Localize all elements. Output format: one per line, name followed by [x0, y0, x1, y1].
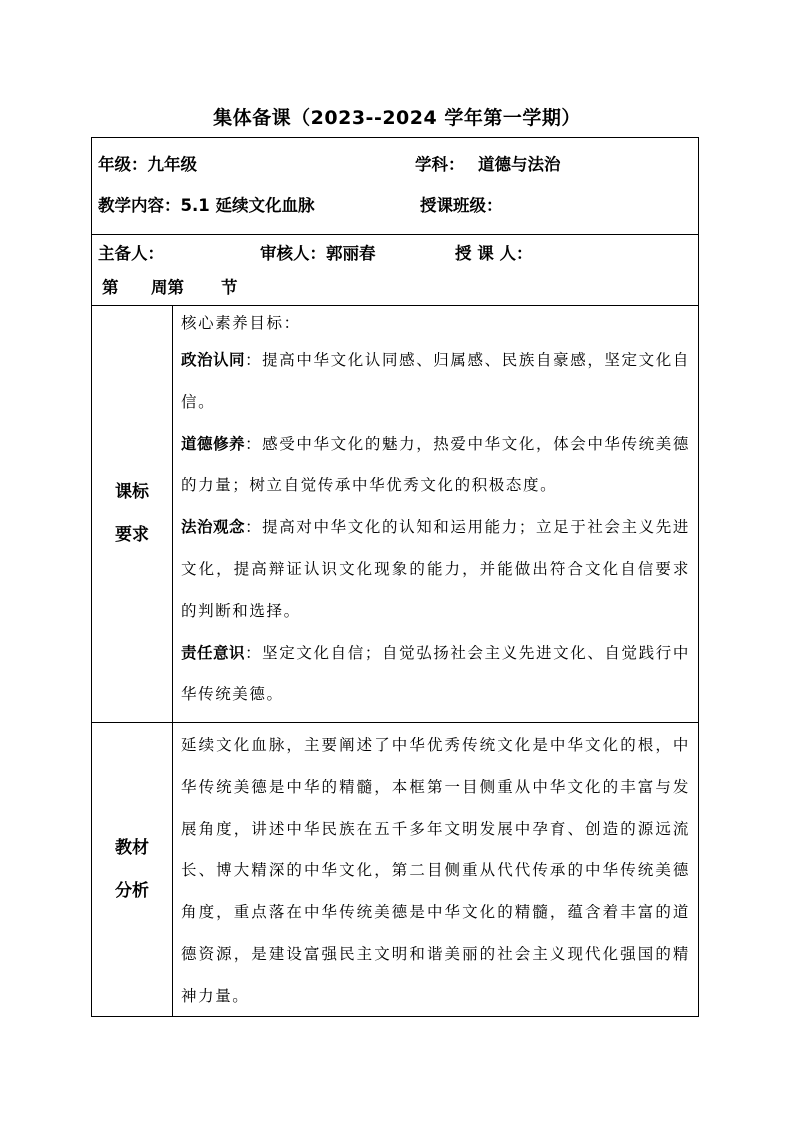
reviewer-field: 审核人：郭丽春 — [260, 244, 376, 263]
header-line-1 — [98, 144, 698, 185]
curriculum-label-cell — [92, 306, 173, 722]
literacy-item-law: 法治观念：提高对中华文化的认知和运用能力；立足于社会主义先进文化，提高辩证认识文化现象的能力，并能做出符合文化自信要求的判断和选择。 — [181, 518, 690, 620]
lesson-plan-table — [91, 137, 699, 1017]
week-label-1: 第 — [102, 278, 119, 297]
header-row-people — [92, 235, 698, 306]
subject-value: 道德与法治 — [478, 155, 561, 174]
curriculum-label: 课标 要求 — [115, 482, 149, 545]
class-field: 授课班级： — [420, 196, 503, 215]
literacy-item-political: 政治认同：提高中华文化认同感、归属感、民族自豪感，坚定文化自信。 — [181, 351, 690, 411]
week-label-2: 周第 — [151, 278, 184, 297]
textbook-row — [92, 723, 698, 1016]
textbook-analysis-content — [173, 723, 698, 1016]
core-literacy-intro: 核心素养目标： — [181, 314, 301, 332]
literacy-item-responsibility: 责任意识：坚定文化自信；自觉弘扬社会主义先进文化、自觉践行中华传统美德。 — [181, 643, 690, 704]
subject-label: 学科： — [415, 155, 465, 174]
header-line-2 — [98, 185, 698, 226]
curriculum-row — [92, 306, 698, 723]
grade-field: 年级：九年级 — [98, 155, 197, 174]
textbook-label: 教材 分析 — [115, 837, 149, 901]
header-line-3 — [98, 237, 698, 271]
literacy-item-moral: 道德修养：感受中华文化的魅力，热爱中华文化，体会中华传统美德的力量；树立自觉传承中华优秀文化的积极态度。 — [181, 434, 690, 495]
curriculum-content — [173, 306, 698, 722]
header-line-4 — [98, 271, 698, 305]
teacher-field: 授 课 人： — [455, 244, 533, 263]
section-label: 节 — [221, 278, 238, 297]
header-row-basic — [92, 138, 698, 235]
textbook-label-cell — [92, 723, 173, 1016]
textbook-analysis-text: 延续文化血脉，主要阐述了中华优秀传统文化是中华文化的根，中华传统美德是中华的精髓，本框第一目侧重从中华文化的丰富与发展角度，讲述中华民族在五千多年文明发展中孕育、创造的源远流长、博大精深的中华文化，第二目侧重从代代传承的中华传统美德角度，重点落在中华传统美德是中华文化的精髓，蕴含着丰富的道德资源，是建设富强民主文明和谐美丽的社会主义现代化强国的精神力量。 — [181, 736, 690, 1005]
lead-preparer-field: 主备人： — [98, 244, 164, 263]
document-title: 集体备课（2023--2024 学年第一学期） — [213, 107, 581, 129]
teaching-content-field: 教学内容：5.1 延续文化血脉 — [98, 196, 315, 215]
